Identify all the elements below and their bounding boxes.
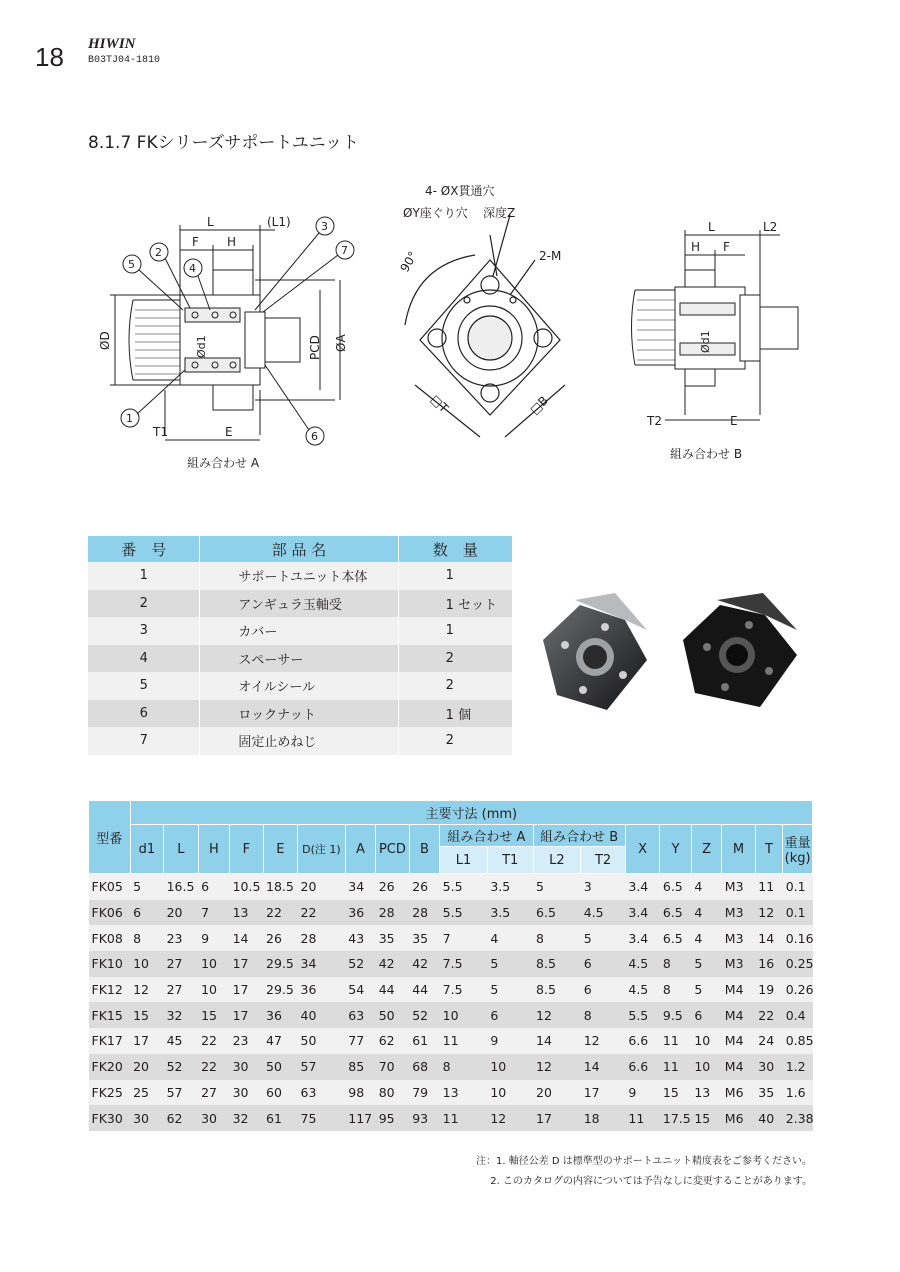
model-cell: FK12 <box>89 977 131 1003</box>
dim-cell: M4 <box>722 1054 755 1080</box>
label-cbore: ØY座ぐり穴 <box>403 206 468 220</box>
dim-b-h: H <box>691 240 701 254</box>
table-row <box>89 1028 813 1054</box>
dim-cell: 12 <box>130 977 163 1003</box>
dim-cell: 62 <box>376 1028 409 1054</box>
drawing-front-view <box>385 175 605 455</box>
parts-cell-qty: 1 <box>398 617 512 645</box>
svg-text:1: 1 <box>126 412 133 425</box>
table-row <box>89 951 813 977</box>
header-combo-b: 組み合わせ B <box>533 825 625 847</box>
dim-cell: 28 <box>409 900 439 926</box>
model-cell: FK25 <box>89 1080 131 1106</box>
dim-cell: 35 <box>409 925 439 951</box>
dim-cell: 4 <box>691 925 721 951</box>
dim-cell: 28 <box>376 900 409 926</box>
parts-cell-name: スペーサー <box>200 645 398 673</box>
drawing-combination-a <box>95 200 370 475</box>
dim-cell: 5 <box>533 874 581 900</box>
dim-cell: 18.5 <box>263 874 298 900</box>
dim-cell: 57 <box>164 1080 199 1106</box>
dim-cell: 93 <box>409 1105 439 1131</box>
dim-cell: 22 <box>198 1054 229 1080</box>
dim-cell: 52 <box>409 1002 439 1028</box>
dim-cell: 30 <box>130 1105 163 1131</box>
dim-b-t2: T2 <box>647 414 662 428</box>
dim-cell: 15 <box>691 1105 721 1131</box>
dim-cell: 0.16 <box>783 925 813 951</box>
table-row <box>88 617 513 645</box>
dim-cell: 25 <box>130 1080 163 1106</box>
dim-cell: 10 <box>198 951 229 977</box>
parts-cell-name: アンギュラ玉軸受 <box>200 590 398 618</box>
parts-cell-no: 3 <box>88 617 200 645</box>
table-row <box>89 1054 813 1080</box>
parts-cell-no: 1 <box>88 562 200 590</box>
dim-cell: 43 <box>345 925 375 951</box>
dim-cell: 10 <box>130 951 163 977</box>
dim-cell: 9.5 <box>660 1002 691 1028</box>
dim-cell: 17 <box>230 977 263 1003</box>
parts-cell-no: 2 <box>88 590 200 618</box>
dim-cell: M6 <box>722 1080 755 1106</box>
dim-d: ØD <box>98 331 112 350</box>
model-cell: FK05 <box>89 874 131 900</box>
model-cell: FK15 <box>89 1002 131 1028</box>
dim-cell: 35 <box>376 925 409 951</box>
dim-cell: 6.5 <box>660 900 691 926</box>
dim-cell: 2.38 <box>783 1105 813 1131</box>
dim-l: L <box>207 215 214 229</box>
dim-cell: 50 <box>263 1054 298 1080</box>
dim-cell: 12 <box>533 1002 581 1028</box>
dim-cell: 0.26 <box>783 977 813 1003</box>
parts-cell-qty: 2 <box>398 727 512 755</box>
dim-l1: (L1) <box>267 215 291 229</box>
dim-cell: 7.5 <box>440 977 488 1003</box>
dim-cell: 14 <box>230 925 263 951</box>
dim-cell: 8 <box>533 925 581 951</box>
header-weight: 重量 (kg) <box>783 825 813 874</box>
dim-cell: 7.5 <box>440 951 488 977</box>
caption-a: 組み合わせ A <box>187 456 260 470</box>
parts-cell-qty: 1 個 <box>398 700 512 728</box>
dim-cell: 63 <box>345 1002 375 1028</box>
dim-b-f: F <box>723 240 730 254</box>
parts-cell-no: 4 <box>88 645 200 673</box>
dim-cell: 26 <box>263 925 298 951</box>
dim-cell: 61 <box>263 1105 298 1131</box>
table-row <box>89 1080 813 1106</box>
dim-b-l2: L2 <box>763 220 778 234</box>
dim-cell: 9 <box>198 925 229 951</box>
dim-cell: 15 <box>660 1080 691 1106</box>
dim-cell: 14 <box>581 1054 626 1080</box>
header-combo-a: 組み合わせ A <box>440 825 533 847</box>
dim-cell: 117 <box>345 1105 375 1131</box>
dim-cell: 11 <box>660 1028 691 1054</box>
dim-cell: 75 <box>298 1105 346 1131</box>
parts-header-name: 部 品 名 <box>200 536 398 562</box>
dim-b-e: E <box>730 414 738 428</box>
dim-cell: 12 <box>533 1054 581 1080</box>
dim-h: H <box>227 235 237 249</box>
model-cell: FK30 <box>89 1105 131 1131</box>
dim-cell: 7 <box>198 900 229 926</box>
table-row <box>88 590 513 618</box>
dim-cell: 50 <box>298 1028 346 1054</box>
dim-cell: 44 <box>409 977 439 1003</box>
dim-cell: 0.4 <box>783 1002 813 1028</box>
dim-cell: 5 <box>130 874 163 900</box>
svg-text:4: 4 <box>189 262 196 275</box>
dim-cell: 54 <box>345 977 375 1003</box>
dim-cell: 1.2 <box>783 1054 813 1080</box>
dim-cell: M4 <box>722 1028 755 1054</box>
dim-cell: 23 <box>164 925 199 951</box>
header-model: 型番 <box>89 801 131 874</box>
dim-cell: 17 <box>230 1002 263 1028</box>
dim-cell: 15 <box>130 1002 163 1028</box>
dim-cell: 4 <box>691 874 721 900</box>
dim-cell: 95 <box>376 1105 409 1131</box>
dim-cell: 68 <box>409 1054 439 1080</box>
model-cell: FK17 <box>89 1028 131 1054</box>
dim-cell: M6 <box>722 1105 755 1131</box>
dim-cell: 12 <box>487 1105 533 1131</box>
dim-cell: 30 <box>755 1054 782 1080</box>
dim-cell: 8.5 <box>533 951 581 977</box>
dim-cell: M4 <box>722 977 755 1003</box>
dim-cell: 77 <box>345 1028 375 1054</box>
dim-b-l: L <box>708 220 715 234</box>
model-cell: FK08 <box>89 925 131 951</box>
dim-cell: M4 <box>722 1002 755 1028</box>
dim-cell: 22 <box>298 900 346 926</box>
dim-cell: 27 <box>164 951 199 977</box>
dim-cell: 45 <box>164 1028 199 1054</box>
dim-cell: 5.5 <box>440 874 488 900</box>
dim-cell: 4 <box>691 900 721 926</box>
dim-cell: 26 <box>409 874 439 900</box>
parts-cell-no: 5 <box>88 672 200 700</box>
dim-cell: 0.1 <box>783 900 813 926</box>
dim-cell: 61 <box>409 1028 439 1054</box>
dim-cell: 0.1 <box>783 874 813 900</box>
dim-cell: 36 <box>298 977 346 1003</box>
model-cell: FK06 <box>89 900 131 926</box>
dim-cell: 8 <box>660 951 691 977</box>
dim-d1: Ød1 <box>195 335 208 358</box>
dim-cell: 40 <box>298 1002 346 1028</box>
dim-cell: 3.4 <box>625 874 660 900</box>
dim-cell: 26 <box>376 874 409 900</box>
dim-cell: 32 <box>230 1105 263 1131</box>
dim-cell: 10.5 <box>230 874 263 900</box>
dim-cell: 35 <box>755 1080 782 1106</box>
table-row <box>89 925 813 951</box>
brand-logo: HIWIN <box>88 36 136 52</box>
dim-cell: 10 <box>487 1080 533 1106</box>
support-unit-image-right <box>683 593 797 707</box>
dim-cell: 10 <box>691 1054 721 1080</box>
dim-cell: 27 <box>198 1080 229 1106</box>
table-row <box>89 1002 813 1028</box>
dim-cell: 13 <box>230 900 263 926</box>
dim-cell: 12 <box>581 1028 626 1054</box>
dim-cell: 6 <box>130 900 163 926</box>
section-title: 8.1.7 FKシリーズサポートユニット <box>88 133 360 153</box>
dim-cell: 30 <box>230 1080 263 1106</box>
dim-cell: 50 <box>376 1002 409 1028</box>
dim-cell: 11 <box>755 874 782 900</box>
dim-cell: 22 <box>263 900 298 926</box>
dim-cell: 15 <box>198 1002 229 1028</box>
dim-cell: 29.5 <box>263 951 298 977</box>
dim-e: E <box>225 425 233 439</box>
dim-cell: 36 <box>345 900 375 926</box>
dim-cell: 47 <box>263 1028 298 1054</box>
dim-cell: 8 <box>660 977 691 1003</box>
note-1: 注：1. 軸径公差 D は標準型のサポートユニット精度表をご参考ください。 <box>476 1156 812 1167</box>
dimensions-table: 型番 主要寸法 (mm) d1 L H F E D(注 1) A PCD B 組み合わせ A 組み合わせ B X Y Z M T 重量 (kg) L1 T1 L2 T2 FK05 5 16.5 6 10.5 18.5 20 34 26 26 5.5 3.5 5 3 3.4 6.5 4 M3 11 0.1 FK06 6 20 7 13 22 22 36 28 28 5.5 3.5 6.5 4.5 3.4 6.5 4 M3 12 0.1 FK08 8 23 9 14 26 28 43 35 35 7 4 8 5 3.4 6.5 4 M3 14 0.16 FK10 10 27 10 17 29.5 34 52 42 42 7.5 5 8.5 6 4.5 8 5 M3 16 0.25 FK12 12 27 10 17 29.5 36 54 44 44 7.5 5 8.5 6 4.5 8 5 M4 19 0.26 FK15 15 32 15 17 36 40 63 50 52 10 6 12 8 5.5 9.5 6 M4 22 0.4 FK17 17 45 22 23 47 50 77 62 61 11 9 14 12 6.6 11 10 M4 24 0.85 FK20 20 52 22 30 50 57 85 70 68 8 10 12 14 6.6 11 10 M4 30 1.2 FK25 25 57 27 30 60 63 98 80 79 13 10 20 17 9 15 13 M6 35 1.6 FK30 30 62 30 32 61 75 117 95 93 11 12 17 18 11 17.5 15 M6 40 2.38 <box>88 800 813 1131</box>
dim-cell: 14 <box>755 925 782 951</box>
dim-cell: 22 <box>198 1028 229 1054</box>
table-row <box>88 562 513 590</box>
dim-cell: 17.5 <box>660 1105 691 1131</box>
dim-cell: 5 <box>487 951 533 977</box>
dim-cell: 42 <box>409 951 439 977</box>
header-main: 主要寸法 (mm) <box>130 801 812 825</box>
dim-cell: 6.5 <box>660 925 691 951</box>
dim-cell: 79 <box>409 1080 439 1106</box>
dim-cell: 13 <box>440 1080 488 1106</box>
dim-cell: 9 <box>625 1080 660 1106</box>
svg-text:5: 5 <box>128 258 135 271</box>
dim-cell: 34 <box>345 874 375 900</box>
parts-cell-name: 固定止めねじ <box>200 727 398 755</box>
parts-cell-name: ロックナット <box>200 700 398 728</box>
dim-pcd: PCD <box>308 335 322 360</box>
dim-cell: 3.5 <box>487 874 533 900</box>
model-cell: FK20 <box>89 1054 131 1080</box>
dim-cell: 7 <box>440 925 488 951</box>
table-row <box>89 874 813 900</box>
dim-cell: 11 <box>625 1105 660 1131</box>
dim-cell: 22 <box>755 1002 782 1028</box>
dim-cell: 16 <box>755 951 782 977</box>
dim-cell: M3 <box>722 925 755 951</box>
dim-cell: 4 <box>487 925 533 951</box>
dim-cell: 6.5 <box>533 900 581 926</box>
dim-cell: 6.6 <box>625 1028 660 1054</box>
dim-cell: 6 <box>691 1002 721 1028</box>
dim-cell: 8.5 <box>533 977 581 1003</box>
label-b: □B <box>527 393 551 418</box>
dim-cell: 85 <box>345 1054 375 1080</box>
label-holes: 4- ØX貫通穴 <box>425 184 495 198</box>
dim-cell: 80 <box>376 1080 409 1106</box>
dim-cell: 34 <box>298 951 346 977</box>
product-photo <box>535 585 815 725</box>
dim-cell: 5.5 <box>440 900 488 926</box>
dim-cell: 40 <box>755 1105 782 1131</box>
parts-cell-name: カバー <box>200 617 398 645</box>
dim-cell: 17 <box>581 1080 626 1106</box>
table-row <box>88 645 513 673</box>
dim-cell: 17 <box>130 1028 163 1054</box>
parts-header-no: 番 号 <box>88 536 200 562</box>
dim-cell: 13 <box>691 1080 721 1106</box>
dim-cell: 4.5 <box>625 951 660 977</box>
dim-cell: M3 <box>722 951 755 977</box>
dim-cell: 20 <box>298 874 346 900</box>
dim-cell: 4.5 <box>625 977 660 1003</box>
dim-cell: 11 <box>440 1028 488 1054</box>
parts-table <box>88 536 513 755</box>
dim-cell: 3 <box>581 874 626 900</box>
dim-cell: 3.4 <box>625 900 660 926</box>
dim-cell: 8 <box>581 1002 626 1028</box>
label-angle: 90° <box>397 249 421 275</box>
dim-cell: 5 <box>487 977 533 1003</box>
dim-cell: M3 <box>722 900 755 926</box>
dim-cell: 44 <box>376 977 409 1003</box>
dim-cell: 5 <box>691 951 721 977</box>
svg-text:2: 2 <box>155 246 162 259</box>
parts-cell-name: オイルシール <box>200 672 398 700</box>
dim-cell: 14 <box>533 1028 581 1054</box>
dim-cell: 0.85 <box>783 1028 813 1054</box>
dim-f: F <box>192 235 199 249</box>
label-t: □T <box>427 392 451 416</box>
dim-cell: 6 <box>198 874 229 900</box>
drawing-combination-b <box>625 215 810 465</box>
dim-cell: 28 <box>298 925 346 951</box>
dim-cell: 36 <box>263 1002 298 1028</box>
dim-cell: 8 <box>440 1054 488 1080</box>
parts-header-qty: 数 量 <box>398 536 512 562</box>
dim-cell: 6 <box>487 1002 533 1028</box>
dim-cell: 20 <box>164 900 199 926</box>
table-row <box>89 900 813 926</box>
dim-cell: 1.6 <box>783 1080 813 1106</box>
dim-cell: 20 <box>130 1054 163 1080</box>
dim-cell: 10 <box>440 1002 488 1028</box>
dim-cell: 24 <box>755 1028 782 1054</box>
dim-cell: 42 <box>376 951 409 977</box>
dim-a: ØA <box>334 334 348 352</box>
dim-cell: 10 <box>691 1028 721 1054</box>
parts-cell-name: サポートユニット本体 <box>200 562 398 590</box>
dim-cell: 11 <box>660 1054 691 1080</box>
dim-cell: 11 <box>440 1105 488 1131</box>
dim-cell: M3 <box>722 874 755 900</box>
dim-cell: 62 <box>164 1105 199 1131</box>
dim-cell: 19 <box>755 977 782 1003</box>
dim-t1: T1 <box>153 425 168 439</box>
dim-cell: 63 <box>298 1080 346 1106</box>
caption-b: 組み合わせ B <box>670 447 743 461</box>
dim-cell: 3.5 <box>487 900 533 926</box>
table-row <box>89 1105 813 1131</box>
dim-cell: 32 <box>164 1002 199 1028</box>
dim-cell: 8 <box>130 925 163 951</box>
dim-cell: 30 <box>198 1105 229 1131</box>
dim-cell: 0.25 <box>783 951 813 977</box>
parts-cell-no: 6 <box>88 700 200 728</box>
table-row <box>89 977 813 1003</box>
dim-cell: 5.5 <box>625 1002 660 1028</box>
dim-cell: 17 <box>230 951 263 977</box>
dim-cell: 17 <box>533 1105 581 1131</box>
dim-cell: 29.5 <box>263 977 298 1003</box>
table-row <box>88 672 513 700</box>
dim-cell: 3.4 <box>625 925 660 951</box>
dim-cell: 60 <box>263 1080 298 1106</box>
svg-text:3: 3 <box>321 220 328 233</box>
label-tap: 2-M <box>539 249 562 263</box>
dim-cell: 6.5 <box>660 874 691 900</box>
label-depth: 深度Z <box>483 206 516 220</box>
model-cell: FK10 <box>89 951 131 977</box>
dim-cell: 18 <box>581 1105 626 1131</box>
dim-cell: 70 <box>376 1054 409 1080</box>
dim-cell: 12 <box>755 900 782 926</box>
dim-cell: 30 <box>230 1054 263 1080</box>
svg-text:6: 6 <box>311 430 318 443</box>
dim-cell: 10 <box>487 1054 533 1080</box>
dim-cell: 6 <box>581 977 626 1003</box>
dim-cell: 57 <box>298 1054 346 1080</box>
dim-cell: 6.6 <box>625 1054 660 1080</box>
dim-cell: 52 <box>345 951 375 977</box>
dim-cell: 5 <box>581 925 626 951</box>
dim-cell: 5 <box>691 977 721 1003</box>
table-row <box>88 700 513 728</box>
dim-cell: 16.5 <box>164 874 199 900</box>
table-row <box>88 727 513 755</box>
dim-cell: 23 <box>230 1028 263 1054</box>
note-2: 2. このカタログの内容については予告なしに変更することがあります。 <box>490 1176 812 1187</box>
parts-cell-qty: 1 セット <box>398 590 512 618</box>
parts-cell-qty: 2 <box>398 645 512 673</box>
dim-cell: 20 <box>533 1080 581 1106</box>
dim-cell: 9 <box>487 1028 533 1054</box>
dim-cell: 6 <box>581 951 626 977</box>
dim-cell: 27 <box>164 977 199 1003</box>
dim-cell: 10 <box>198 977 229 1003</box>
parts-cell-qty: 1 <box>398 562 512 590</box>
dim-cell: 98 <box>345 1080 375 1106</box>
doc-code: B03TJ04-1810 <box>88 55 161 66</box>
svg-text:7: 7 <box>341 244 348 257</box>
parts-cell-no: 7 <box>88 727 200 755</box>
support-unit-image-left <box>543 593 647 710</box>
dim-cell: 4.5 <box>581 900 626 926</box>
page-number: 18 <box>35 42 64 72</box>
dim-cell: 52 <box>164 1054 199 1080</box>
parts-cell-qty: 2 <box>398 672 512 700</box>
dim-b-d1: Ød1 <box>699 330 712 353</box>
